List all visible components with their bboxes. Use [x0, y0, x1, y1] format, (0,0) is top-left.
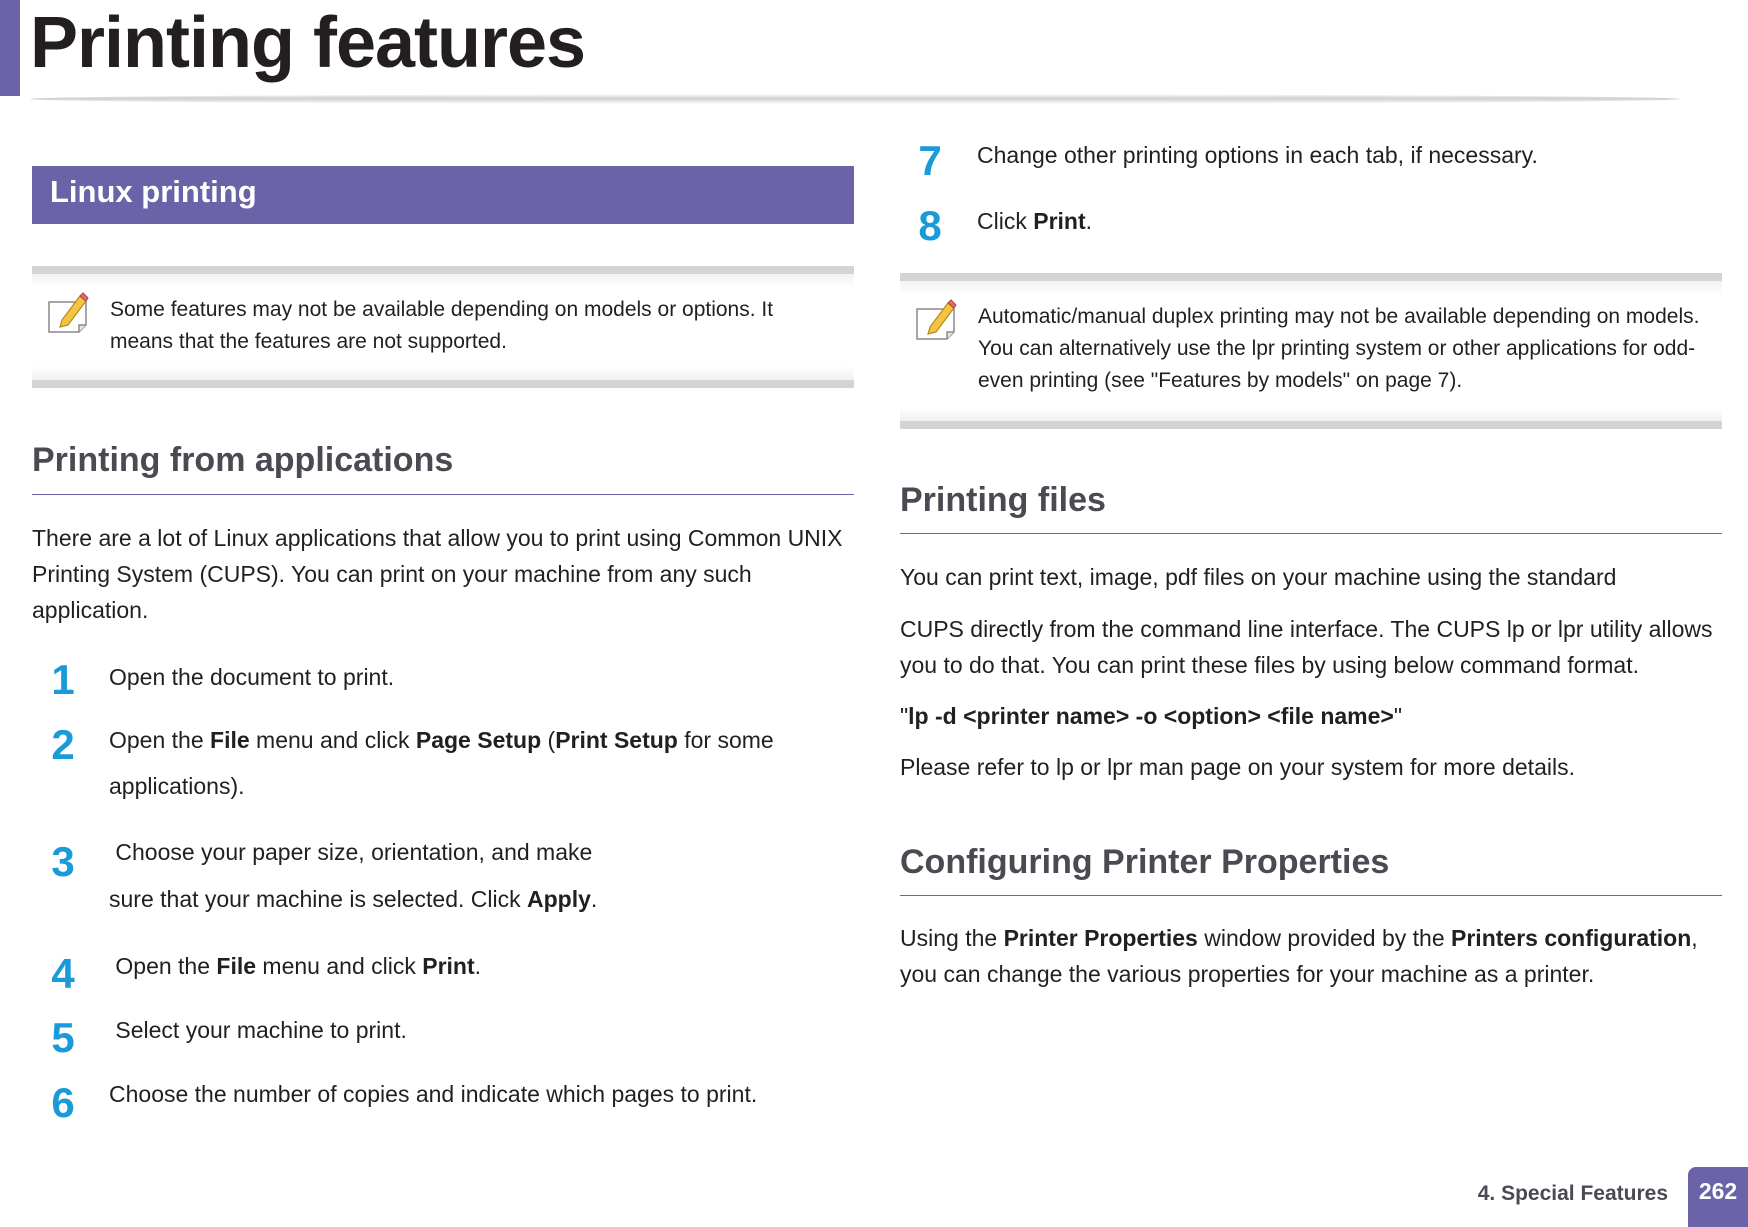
step-number: 3	[51, 838, 75, 885]
title-accent-bar	[0, 0, 20, 96]
heading-rule	[32, 494, 854, 495]
note-text: Some features may not be available depending on models or options. It means that the features are not supported.	[110, 298, 774, 353]
step-text: Choose the number of copies and indicate which pages to print.	[109, 1081, 758, 1107]
heading-rule	[900, 533, 1722, 534]
page-title: Printing features	[30, 3, 586, 83]
step-number: 6	[51, 1079, 75, 1126]
note-box	[32, 266, 854, 388]
step-text: Open the document to print.	[109, 664, 395, 690]
note-box	[900, 273, 1722, 429]
step-text-continued: sure that your machine is selected. Click Apply.	[109, 886, 598, 912]
note-pencil-icon	[46, 292, 92, 336]
step-number: 5	[51, 1014, 75, 1061]
step-number: 7	[918, 137, 942, 184]
files-paragraph-2: CUPS directly from the command line interface. The CUPS lp or lpr utility allows you to do that. You can print these files by using below command format.	[900, 616, 1713, 678]
step-text: Open the File menu and click Print.	[109, 953, 482, 979]
title-divider	[30, 94, 1680, 104]
step-text: Open the File menu and click Page Setup (Print Setup for some	[109, 727, 774, 753]
step-number: 1	[51, 656, 75, 703]
files-paragraph-1: You can print text, image, pdf files on your machine using the standard	[900, 564, 1617, 590]
files-command: "lp -d <printer name> -o <option> <file name>"	[900, 703, 1403, 729]
heading-printing-from-applications: Printing from applications	[32, 441, 454, 479]
step-text: Select your machine to print.	[109, 1017, 407, 1043]
step-text: Change other printing options in each tab, if necessary.	[977, 142, 1538, 168]
section-title: Linux printing	[50, 174, 257, 209]
heading-printing-files: Printing files	[900, 481, 1106, 519]
section-banner	[32, 166, 854, 224]
step-number: 8	[918, 202, 942, 249]
footer-page-number: 262	[1688, 1167, 1748, 1227]
files-paragraph-3: Please refer to lp or lpr man page on your system for more details.	[900, 754, 1575, 780]
step-number: 4	[51, 950, 75, 997]
step-text: Choose your paper size, orientation, and make	[109, 839, 593, 865]
heading-rule	[900, 895, 1722, 896]
step-text-continued: applications).	[109, 773, 245, 799]
config-paragraph: Using the Printer Properties window provided by the Printers configuration, you can change the various properties for your machine as a printer.	[900, 925, 1698, 987]
step-number: 2	[51, 721, 75, 768]
footer-chapter: 4. Special Features	[1477, 1182, 1668, 1205]
step-text: Click Print.	[977, 208, 1093, 234]
intro-paragraph: There are a lot of Linux applications that allow you to print using Common UNIX Printing System (CUPS). You can print on your machine from any such application.	[32, 525, 843, 623]
note-pencil-icon	[914, 299, 960, 343]
note-text: Automatic/manual duplex printing may not be available depending on models. You can alternatively use the lpr printing system or other applications for odd-even printing (see "Features by models" on page 7).	[978, 305, 1700, 392]
heading-configuring-printer-properties: Configuring Printer Properties	[900, 843, 1390, 881]
